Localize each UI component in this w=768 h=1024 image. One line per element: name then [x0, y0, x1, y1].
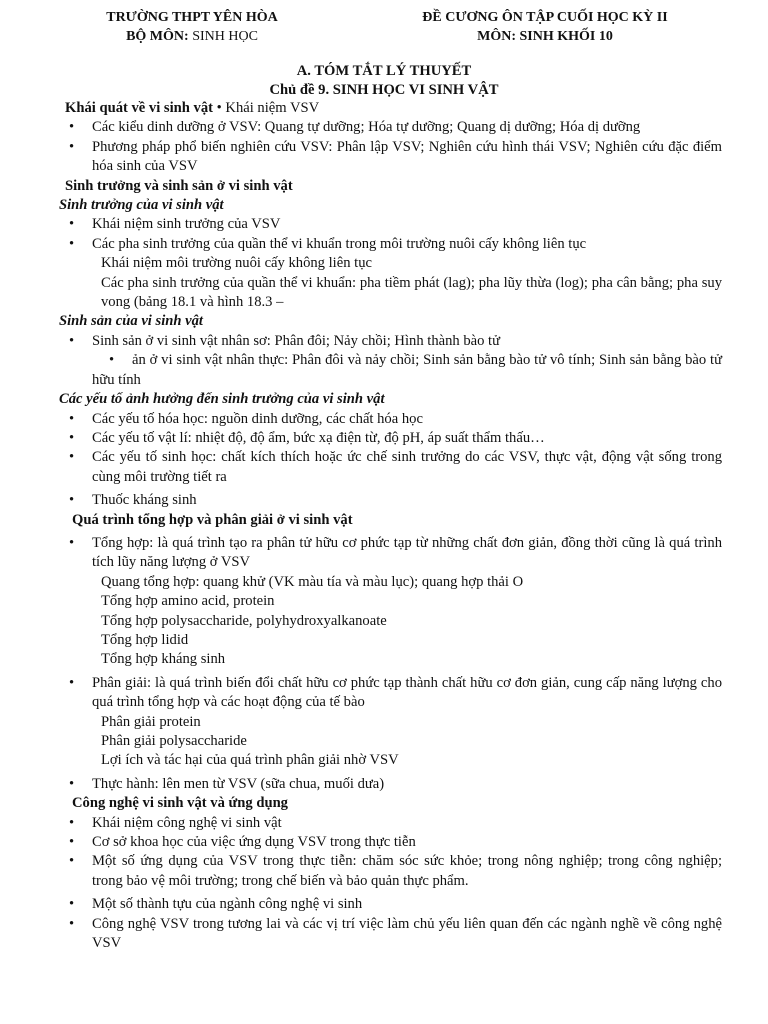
- title-block: [0, 62, 768, 100]
- sub-item: Quang tổng hợp: quang khử (VK màu tía và màu lục); quang hợp thải O: [101, 573, 524, 590]
- sub-item: Phân giải polysaccharide: [101, 733, 247, 749]
- list-item: • Phân giải: là quá trình biến đổi chất hữu cơ phức tạp thành chất hữu cơ đơn giản, cung cấp năng lượng cho quá trình tổng hợp và các hoạt động của tế bào: [62, 674, 722, 713]
- section-title: A. TÓM TẮT LÝ THUYẾT: [296, 63, 472, 79]
- sub-item: Tổng hợp kháng sinh: [101, 651, 226, 668]
- list-item: • Công nghệ VSV trong tương lai và các vị trí việc làm chủ yếu liên quan đến các ngành nghề về công nghệ VSV: [62, 915, 722, 954]
- topic-title: Chủ đề 9. SINH HỌC VI SINH VẬT: [269, 82, 499, 98]
- section-heading: Quá trình tổng hợp và phân giải ở vi sinh vật: [72, 511, 353, 528]
- list-item: • Thực hành: lên men từ VSV (sữa chua, muối dưa): [62, 775, 722, 794]
- list-item: • Tổng hợp: là quá trình tạo ra phân tử hữu cơ phức tạp từ những chất đơn giản, đồng thời cũng là quá trình tích lũy năng lượng ở VSV: [62, 534, 722, 573]
- content: [59, 99, 722, 953]
- list-item: • Cơ sở khoa học của việc ứng dụng VSV trong thực tiễn: [62, 833, 722, 852]
- list-item: • Một số thành tựu của ngành công nghệ vi sinh: [62, 895, 722, 914]
- subsection-heading: Sinh sản của vi sinh vật: [59, 313, 203, 330]
- sub-item: Tổng hợp lidid: [101, 631, 189, 648]
- sub-item: Các pha sinh trưởng của quần thể vi khuẩn: pha tiềm phát (lag); pha lũy thừa (log); pha cân bằng; pha suy vong (bảng 18.1 và hình 18.3 –: [101, 274, 722, 311]
- list-item: • Thuốc kháng sinh: [62, 491, 722, 510]
- list-item: • Một số ứng dụng của VSV trong thực tiễn: chăm sóc sức khỏe; trong nông nghiệp; trong công nghiệp; trong bảo vệ môi trường; trong chế biến và bảo quản thực phẩm.: [62, 852, 722, 891]
- sub-item: Khái niệm môi trường nuôi cấy không liên tục: [101, 255, 372, 272]
- list-item: • Các yếu tố hóa học: nguồn dinh dưỡng, các chất hóa học: [62, 410, 722, 429]
- department-value: SINH HỌC: [192, 29, 258, 44]
- list-item: • Khái niệm công nghệ vi sinh vật: [62, 814, 722, 833]
- header-right: [380, 8, 710, 46]
- subsection-heading: Sinh trưởng của vi sinh vật: [59, 197, 224, 214]
- list-item: • Phương pháp phổ biến nghiên cứu VSV: Phân lập VSV; Nghiên cứu hình thái VSV; Nghiên cứu đặc điểm hóa sinh của VSV: [62, 138, 722, 177]
- section-heading-overview: [62, 99, 722, 118]
- section-heading: Khái quát về vi sinh vật: [65, 100, 213, 116]
- list-item: • Các yếu tố vật lí: nhiệt độ, độ ẩm, bức xạ điện từ, độ pH, áp suất thẩm thấu…: [62, 429, 722, 448]
- section-heading: Sinh trưởng và sinh sản ở vi sinh vật: [65, 177, 293, 194]
- exam-title: ĐỀ CƯƠNG ÔN TẬP CUỐI HỌC KỲ II: [422, 10, 668, 25]
- list-item: • ản ở vi sinh vật nhân thực: Phân đôi và nảy chồi; Sinh sản bằng bào tử vô tính; Sinh sản bằng bào tử hữu tính: [62, 351, 722, 390]
- sub-item: Tổng hợp amino acid, protein: [101, 593, 275, 610]
- sub-item: Phân giải protein: [101, 713, 201, 730]
- sub-item: Lợi ích và tác hại của quá trình phân giải nhờ VSV: [101, 752, 399, 769]
- list-item: • Các kiểu dinh dưỡng ở VSV: Quang tự dưỡng; Hóa tự dưỡng; Quang dị dưỡng; Hóa dị dưỡng: [62, 118, 722, 137]
- list-item: • Các pha sinh trưởng của quần thể vi khuẩn trong môi trường nuôi cấy không liên tục: [62, 235, 722, 254]
- subject-line: MÔN: SINH KHỐI 10: [477, 29, 613, 44]
- school-name: TRƯỜNG THPT YÊN HÒA: [106, 10, 278, 25]
- department-line: [52, 27, 332, 46]
- header-left: [52, 8, 332, 46]
- section-heading-tail: • Khái niệm VSV: [216, 100, 320, 116]
- list-item: • Các yếu tố sinh học: chất kích thích hoặc ức chế sinh trưởng do các VSV, thực vật, động vật sống trong cùng môi trường tiết ra: [62, 448, 722, 487]
- section-heading: Công nghệ vi sinh vật và ứng dụng: [72, 795, 288, 812]
- list-item: • Sinh sản ở vi sinh vật nhân sơ: Phân đôi; Nảy chồi; Hình thành bào tử: [62, 332, 722, 351]
- subsection-heading: Các yếu tố ảnh hưởng đến sinh trưởng của vi sinh vật: [59, 391, 385, 408]
- department-label: BỘ MÔN:: [126, 29, 189, 44]
- list-item: • Khái niệm sinh trưởng của VSV: [62, 215, 722, 234]
- sub-item: Tổng hợp polysaccharide, polyhydroxyalkanoate: [101, 612, 387, 629]
